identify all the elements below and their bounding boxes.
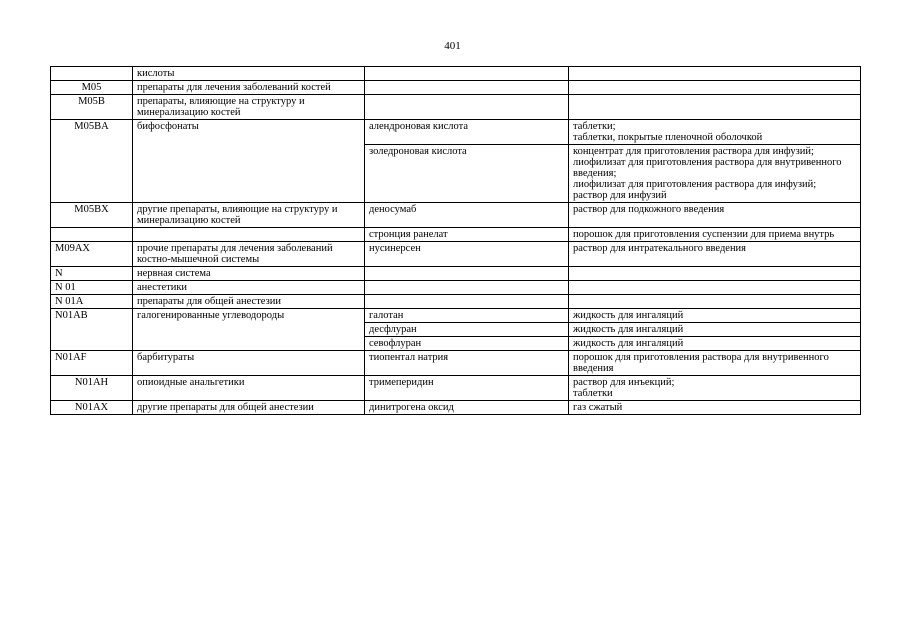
drug-name-cell xyxy=(365,281,569,295)
dosage-form-cell xyxy=(569,242,861,267)
atc-code-cell: N01AF xyxy=(51,351,133,376)
dosage-form-cell xyxy=(569,120,861,145)
atc-code-cell: N xyxy=(51,267,133,281)
drug-name-cell xyxy=(365,295,569,309)
table-row xyxy=(51,81,861,95)
table-row xyxy=(51,203,861,228)
group-name-cell: опиоидные анальгетики xyxy=(133,376,365,401)
drug-name-cell: золедроновая кислота xyxy=(365,145,569,203)
dosage-form-cell xyxy=(569,309,861,323)
drug-name-cell xyxy=(365,95,569,120)
dosage-form-cell xyxy=(569,228,861,242)
dosage-form: лиофилизат для приготовления раствора для инфузий; xyxy=(573,179,817,190)
drug-name-cell: тиопентал натрия xyxy=(365,351,569,376)
dosage-form-cell xyxy=(569,323,861,337)
dosage-form: газ сжатый xyxy=(573,402,623,413)
page-number: 401 xyxy=(444,40,461,52)
atc-code-cell: M05BA xyxy=(51,120,133,203)
dosage-form-cell xyxy=(569,267,861,281)
group-name-cell: барбитураты xyxy=(133,351,365,376)
dosage-form-cell xyxy=(569,337,861,351)
table-row xyxy=(51,376,861,401)
table-row xyxy=(51,351,861,376)
drug-name-cell: севофлуран xyxy=(365,337,569,351)
dosage-form-cell xyxy=(569,295,861,309)
atc-code-cell: N01AB xyxy=(51,309,133,351)
drug-name-cell: алендроновая кислота xyxy=(365,120,569,145)
group-name-cell: бифосфонаты xyxy=(133,120,365,203)
table-row xyxy=(51,120,861,145)
atc-code-cell xyxy=(51,228,133,242)
drug-name-cell: деносумаб xyxy=(365,203,569,228)
dosage-form: лиофилизат для приготовления раствора для внутривенного введения; xyxy=(573,157,842,179)
dosage-form: жидкость для ингаляций xyxy=(573,324,684,335)
table-row xyxy=(51,401,861,415)
dosage-form-cell xyxy=(569,81,861,95)
drug-name-cell: десфлуран xyxy=(365,323,569,337)
atc-code-cell: M05B xyxy=(51,95,133,120)
dosage-form: раствор для подкожного введения xyxy=(573,204,725,215)
atc-code-cell: M09AX xyxy=(51,242,133,267)
table-row xyxy=(51,267,861,281)
drug-name-cell: тримеперидин xyxy=(365,376,569,401)
table-row xyxy=(51,95,861,120)
drug-name-cell xyxy=(365,81,569,95)
group-name-cell: прочие препараты для лечения заболеваний костно-мышечной системы xyxy=(133,242,365,267)
table-row xyxy=(51,67,861,81)
group-name-cell: кислоты xyxy=(133,67,365,81)
drug-name-cell xyxy=(365,267,569,281)
table-row xyxy=(51,295,861,309)
atc-code-cell: M05BX xyxy=(51,203,133,228)
drug-name-cell: стронция ранелат xyxy=(365,228,569,242)
table-row xyxy=(51,281,861,295)
dosage-form: таблетки, покрытые пленочной оболочкой xyxy=(573,132,763,143)
dosage-form-cell xyxy=(569,401,861,415)
table-row xyxy=(51,309,861,323)
dosage-form-cell xyxy=(569,203,861,228)
dosage-form: концентрат для приготовления раствора для инфузий; xyxy=(573,146,814,157)
drug-name-cell: динитрогена оксид xyxy=(365,401,569,415)
drug-name-cell xyxy=(365,67,569,81)
dosage-form: жидкость для ингаляций xyxy=(573,310,684,321)
group-name-cell xyxy=(133,228,365,242)
group-name-cell: анестетики xyxy=(133,281,365,295)
atc-code-cell xyxy=(51,67,133,81)
group-name-cell: препараты для общей анестезии xyxy=(133,295,365,309)
group-name-cell: галогенированные углеводороды xyxy=(133,309,365,351)
group-name-cell: нервная система xyxy=(133,267,365,281)
dosage-form-cell xyxy=(569,145,861,203)
dosage-form-cell xyxy=(569,95,861,120)
dosage-form: раствор для инъекций; xyxy=(573,377,675,388)
atc-code-cell: N01AH xyxy=(51,376,133,401)
dosage-form-cell xyxy=(569,376,861,401)
dosage-form: порошок для приготовления раствора для внутривенного введения xyxy=(573,352,829,374)
group-name-cell: другие препараты для общей анестезии xyxy=(133,401,365,415)
table-row xyxy=(51,228,861,242)
dosage-form: раствор для интратекального введения xyxy=(573,243,747,254)
dosage-form: таблетки; xyxy=(573,121,616,132)
table-row xyxy=(51,242,861,267)
group-name-cell: препараты, влияющие на структуру и минерализацию костей xyxy=(133,95,365,120)
drug-name-cell: галотан xyxy=(365,309,569,323)
drug-classification-table xyxy=(50,66,861,415)
atc-code-cell: N 01 xyxy=(51,281,133,295)
dosage-form: таблетки xyxy=(573,388,613,399)
dosage-form-cell xyxy=(569,281,861,295)
atc-code-cell: N01AX xyxy=(51,401,133,415)
dosage-form: порошок для приготовления суспензии для приема внутрь xyxy=(573,229,835,240)
atc-code-cell: M05 xyxy=(51,81,133,95)
dosage-form: жидкость для ингаляций xyxy=(573,338,684,349)
dosage-form: раствор для инфузий xyxy=(573,190,667,201)
atc-code-cell: N 01A xyxy=(51,295,133,309)
group-name-cell: другие препараты, влияющие на структуру и минерализацию костей xyxy=(133,203,365,228)
dosage-form-cell xyxy=(569,351,861,376)
drug-name-cell: нусинерсен xyxy=(365,242,569,267)
group-name-cell: препараты для лечения заболеваний костей xyxy=(133,81,365,95)
dosage-form-cell xyxy=(569,67,861,81)
